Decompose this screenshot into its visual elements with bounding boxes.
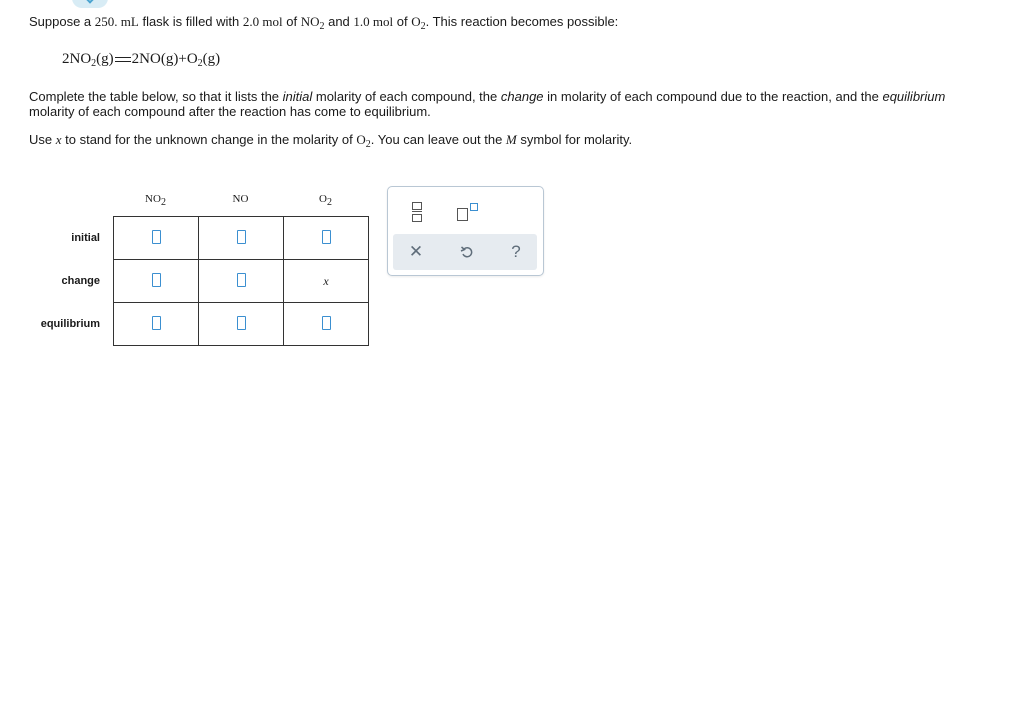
reaction-equation: $2NO_2(g)$ $2NO(g)+O_2(g)$ bbox=[62, 51, 221, 69]
clear-icon[interactable]: ✕ bbox=[408, 242, 424, 261]
column-header-no: NO bbox=[232, 193, 249, 205]
undo-icon[interactable] bbox=[457, 242, 477, 262]
initial-no2-cell[interactable] bbox=[114, 217, 199, 260]
variable-hint: Use x to stand for the unknown change in the molarity of $O_2$. You can leave out the M symbol for molarity. bbox=[29, 132, 633, 150]
collapse-tab[interactable] bbox=[72, 0, 108, 8]
answer-input[interactable] bbox=[152, 316, 161, 330]
toolbar-actions bbox=[393, 234, 537, 270]
change-no-cell[interactable] bbox=[199, 260, 284, 303]
change-no2-cell[interactable] bbox=[114, 260, 199, 303]
change-o2-value: x bbox=[323, 274, 329, 288]
row-label-initial: initial bbox=[71, 232, 100, 244]
table-row bbox=[114, 303, 369, 346]
row-label-equilibrium: equilibrium bbox=[40, 318, 100, 330]
answer-input[interactable] bbox=[322, 230, 331, 244]
initial-no-cell[interactable] bbox=[199, 217, 284, 260]
problem-statement: Suppose a 250. mL flask is filled with 2.0 mol of $NO_2$ and 1.0 mol of $O_2$. This reaction becomes possible: bbox=[29, 14, 619, 32]
math-toolbar bbox=[387, 186, 544, 276]
ice-table bbox=[113, 216, 369, 346]
chevron-down-icon bbox=[84, 0, 95, 4]
answer-input[interactable] bbox=[152, 230, 161, 244]
table-row bbox=[114, 260, 369, 303]
change-o2-cell bbox=[284, 260, 369, 303]
column-header-o2: $O_2$ bbox=[319, 193, 332, 208]
column-header-no2: $NO_2$ bbox=[145, 193, 166, 208]
answer-input[interactable] bbox=[237, 316, 246, 330]
answer-input[interactable] bbox=[237, 230, 246, 244]
initial-o2-cell[interactable] bbox=[284, 217, 369, 260]
instructions: Complete the table below, so that it lists the initial molarity of each compound, the change in molarity of each compound due to the reaction, and the equilibrium molarity of each compound after the reaction has come to equilibrium. bbox=[29, 89, 946, 119]
equilibrium-arrow-icon bbox=[115, 56, 131, 64]
help-icon[interactable]: ? bbox=[511, 242, 521, 261]
equilibrium-no-cell[interactable] bbox=[199, 303, 284, 346]
answer-input[interactable] bbox=[152, 273, 161, 287]
fraction-icon[interactable] bbox=[412, 202, 422, 224]
equilibrium-no2-cell[interactable] bbox=[114, 303, 199, 346]
equilibrium-o2-cell[interactable] bbox=[284, 303, 369, 346]
table-row bbox=[114, 217, 369, 260]
answer-input[interactable] bbox=[237, 273, 246, 287]
answer-input[interactable] bbox=[322, 316, 331, 330]
superscript-icon[interactable] bbox=[457, 203, 481, 221]
row-label-change: change bbox=[61, 275, 100, 287]
